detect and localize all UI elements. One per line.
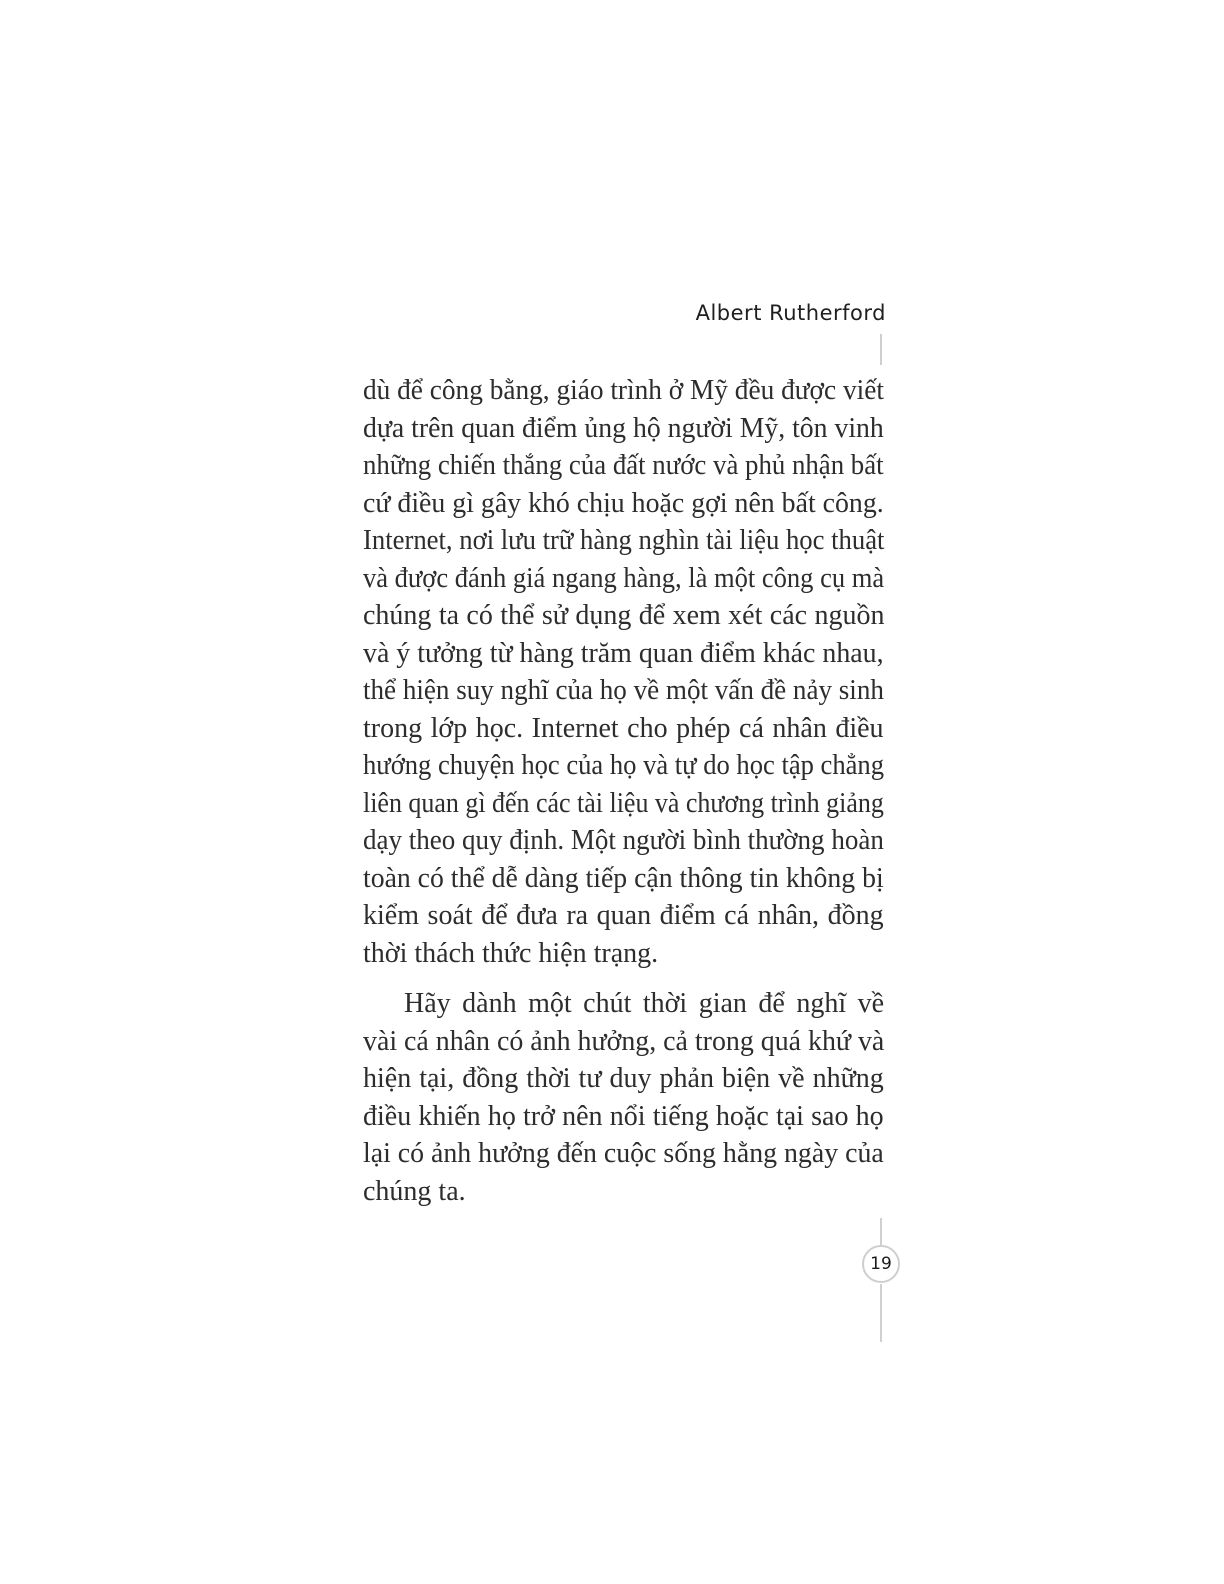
- text-line: chúng ta có thể sử dụng để xem xét các nguồn: [363, 600, 885, 631]
- text-line: những chiến thắng của đất nước và phủ nhận bất: [363, 450, 884, 481]
- text-line: Internet, nơi lưu trữ hàng nghìn tài liệu học thuật: [363, 525, 885, 556]
- text-line: thể hiện suy nghĩ của họ về một vấn đề nảy sinh: [363, 675, 884, 706]
- text-line: và được đánh giá ngang hàng, là một công cụ mà: [363, 562, 885, 594]
- text-line: điều khiến họ trở nên nổi tiếng hoặc tại sao họ: [363, 1100, 884, 1132]
- running-header: [0, 299, 886, 327]
- text-line: trong lớp học. Internet cho phép cá nhân điều: [363, 712, 884, 744]
- text-line: hiện tại, đồng thời tư duy phản biện về những: [363, 1063, 884, 1094]
- text-line: và ý tưởng từ hàng trăm quan điểm khác nhau,: [363, 637, 884, 669]
- text-line: lại có ảnh hưởng đến cuộc sống hằng ngày của: [363, 1138, 884, 1169]
- running-header-author-label: Albert Rutherford: [695, 301, 886, 325]
- paragraph: [363, 985, 884, 1210]
- text-line: dạy theo quy định. Một người bình thường hoàn: [363, 825, 884, 856]
- text-line: cứ điều gì gây khó chịu hoặc gợi nên bất công.: [363, 487, 884, 519]
- text-line: dựa trên quan điểm ủng hộ người Mỹ, tôn vinh: [363, 412, 884, 444]
- text-line: toàn có thể dễ dàng tiếp cận thông tin không bị: [363, 862, 884, 894]
- text-line: liên quan gì đến các tài liệu và chương trình giảng: [363, 787, 884, 819]
- text-line: dù để công bằng, giáo trình ở Mỹ đều được viết: [363, 375, 884, 406]
- text-line: chúng ta.: [363, 1175, 466, 1207]
- page-number-label: 19: [870, 1254, 892, 1274]
- text-line: thời thách thức hiện trạng.: [363, 937, 659, 969]
- page-number-top-line: [880, 1218, 882, 1246]
- page-number-bottom-line: [880, 1284, 882, 1342]
- header-tick-line: [880, 334, 882, 365]
- text-line: Hãy dành một chút thời gian để nghĩ về: [404, 988, 885, 1019]
- page-number-circle: [862, 1245, 900, 1283]
- text-line: hướng chuyện học của họ và tự do học tập chẳng: [363, 750, 884, 781]
- text-line: vài cá nhân có ảnh hưởng, cả trong quá khứ và: [363, 1025, 885, 1057]
- paragraph: [363, 372, 884, 972]
- text-line: kiểm soát để đưa ra quan điểm cá nhân, đồng: [363, 900, 884, 931]
- body-text: [363, 372, 884, 1210]
